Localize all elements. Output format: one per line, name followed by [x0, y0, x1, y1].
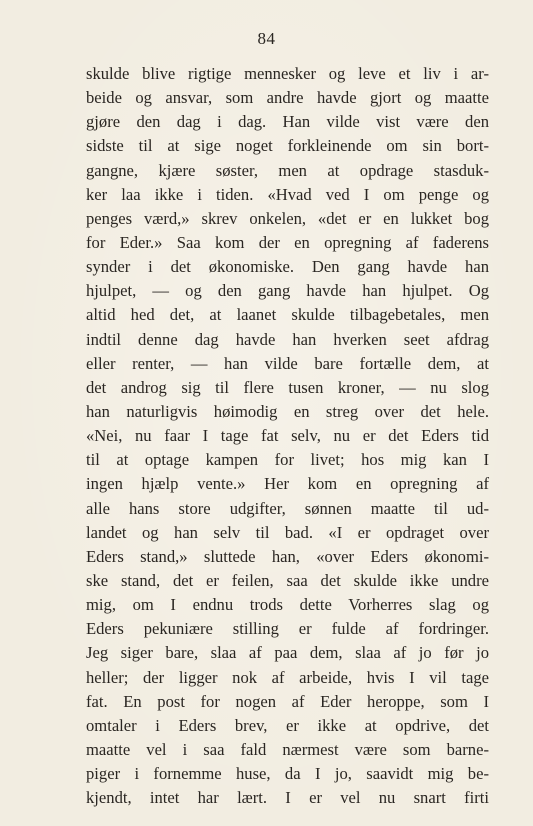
text-line: til at optage kampen for livet; hos mig kan I	[86, 450, 489, 470]
text-line: alle hans store udgifter, sønnen maatte til ud-	[86, 498, 489, 518]
text-line: landet og han selv til bad. «I er opdraget over	[86, 522, 489, 542]
text-line: ingen hjælp vente.» Her kom en opregning af	[86, 474, 489, 494]
text-line: Jeg siger bare, slaa af paa dem, slaa af jo før jo	[86, 643, 489, 663]
text-line: for Eder.» Saa kom der en opregning af faderens	[86, 232, 489, 252]
text-line: mig, om I endnu trods dette Vorherres slag og	[86, 595, 489, 615]
text-line: indtil denne dag havde han hverken seet afdrag	[86, 329, 489, 349]
text-line: fat. En post for nogen af Eder heroppe, som I	[86, 691, 489, 711]
text-line: «Nei, nu faar I tage fat selv, nu er det Eders tid	[86, 426, 489, 446]
text-line: ske stand, det er feilen, saa det skulde ikke undre	[86, 570, 489, 590]
text-line: altid hed det, at laanet skulde tilbagebetales, men	[86, 305, 489, 325]
text-line: Eders stand,» sluttede han, «over Eders økonomi-	[86, 546, 489, 566]
text-line: maatte vel i saa fald nærmest være som barne-	[86, 739, 489, 759]
text-line: piger i fornemme huse, da I jo, saavidt mig be-	[86, 764, 489, 784]
text-line: gjøre den dag i dag. Han vilde vist være den	[86, 112, 489, 132]
text-line: skulde blive rigtige mennesker og leve et liv i ar-	[86, 64, 489, 83]
text-line: omtaler i Eders brev, er ikke at opdrive, det	[86, 715, 489, 735]
body-text	[86, 62, 489, 810]
text-line: sidste til at sige noget forkleinende om sin bort-	[86, 136, 489, 156]
text-line: det androg sig til flere tusen kroner, — nu slog	[86, 377, 489, 397]
text-line: synder i det økonomiske. Den gang havde han	[86, 257, 489, 277]
text-line: ker laa ikke i tiden. «Hvad ved I om penge og	[86, 184, 489, 204]
text-line: penges værd,» skrev onkelen, «det er en lukket bog	[86, 208, 489, 228]
text-line: gangne, kjære søster, men at opdrage stasduk-	[86, 160, 489, 180]
text-line: heller; der ligger nok af arbeide, hvis I vil tage	[86, 667, 489, 687]
page-number: 84	[257, 29, 276, 48]
text-line: kjendt, intet har lært. I er vel nu snart firti	[86, 788, 489, 808]
text-line: beide og ansvar, som andre havde gjort og maatte	[86, 88, 489, 108]
text-line: han naturligvis høimodig en streg over det hele.	[86, 401, 489, 421]
text-line: eller renter, — han vilde bare fortælle dem, at	[86, 353, 489, 373]
text-line: hjulpet, — og den gang havde han hjulpet. Og	[86, 281, 489, 301]
text-line: Eders pekuniære stilling er fulde af fordringer.	[86, 619, 489, 639]
